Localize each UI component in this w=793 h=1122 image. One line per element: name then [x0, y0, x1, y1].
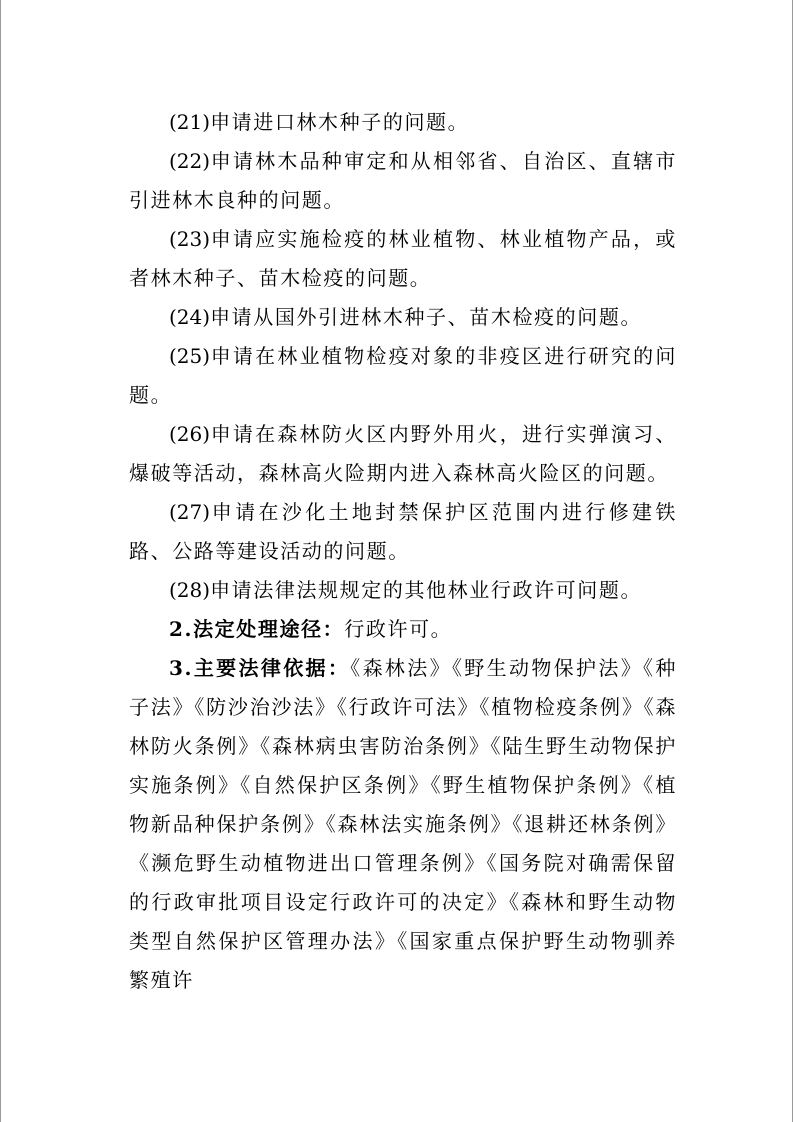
section-legal-basis — [129, 649, 677, 1000]
item-text: 申请法律法规规定的其他林业行政许可问题。 — [210, 578, 643, 602]
item-text: 申请从国外引进林木种子、苗木检疫的问题。 — [210, 305, 643, 329]
item-number: (28) — [169, 578, 211, 602]
list-item-26 — [129, 415, 677, 493]
list-item-21 — [129, 103, 677, 142]
list-item-25 — [129, 337, 677, 415]
item-number: (25) — [169, 344, 211, 368]
list-item-24 — [129, 298, 677, 337]
document-body — [129, 103, 677, 1000]
section-heading: 2.法定处理途径： — [169, 617, 345, 641]
item-number: (23) — [169, 227, 211, 251]
item-number: (22) — [169, 149, 211, 173]
item-text: 申请林木品种审定和从相邻省、自治区、直辖市引进林木良种的问题。 — [129, 149, 677, 212]
item-text: 申请在林业植物检疫对象的非疫区进行研究的问题。 — [129, 344, 677, 407]
section-text: 行政许可。 — [344, 617, 453, 641]
item-number: (24) — [169, 305, 211, 329]
list-item-28 — [129, 571, 677, 610]
item-number: (27) — [169, 500, 211, 524]
list-item-27 — [129, 493, 677, 571]
item-text: 申请进口林木种子的问题。 — [210, 110, 470, 134]
item-number: (26) — [169, 422, 211, 446]
item-text: 申请应实施检疫的林业植物、林业植物产品，或者林木种子、苗木检疫的问题。 — [129, 227, 677, 290]
item-text: 申请在沙化土地封禁保护区范围内进行修建铁路、公路等建设活动的问题。 — [129, 500, 677, 563]
section-processing-route — [129, 610, 677, 649]
item-text: 申请在森林防火区内野外用火，进行实弹演习、爆破等活动，森林高火险期内进入森林高火险区的问题。 — [129, 422, 677, 485]
list-item-22 — [129, 142, 677, 220]
list-item-23 — [129, 220, 677, 298]
section-text: 《森林法》《野生动物保护法》《种子法》《防沙治沙法》《行政许可法》《植物检疫条例》《森林防火条例》《森林病虫害防治条例》《陆生野生动物保护实施条例》《自然保护区条例》《野生植物保护条例》《植物新品种保护条例》《森林法实施条例》《退耕还林条例》《濒危野生动植物进出口管理条例》《国务院对确需保留的行政审批项目设定行政许可的决定》《森林和野生动物类型自然保护区管理办法》《国家重点保护野生动物驯养繁殖许 — [129, 656, 677, 992]
section-heading: 3.主要法律依据： — [169, 656, 351, 680]
item-number: (21) — [169, 110, 211, 134]
